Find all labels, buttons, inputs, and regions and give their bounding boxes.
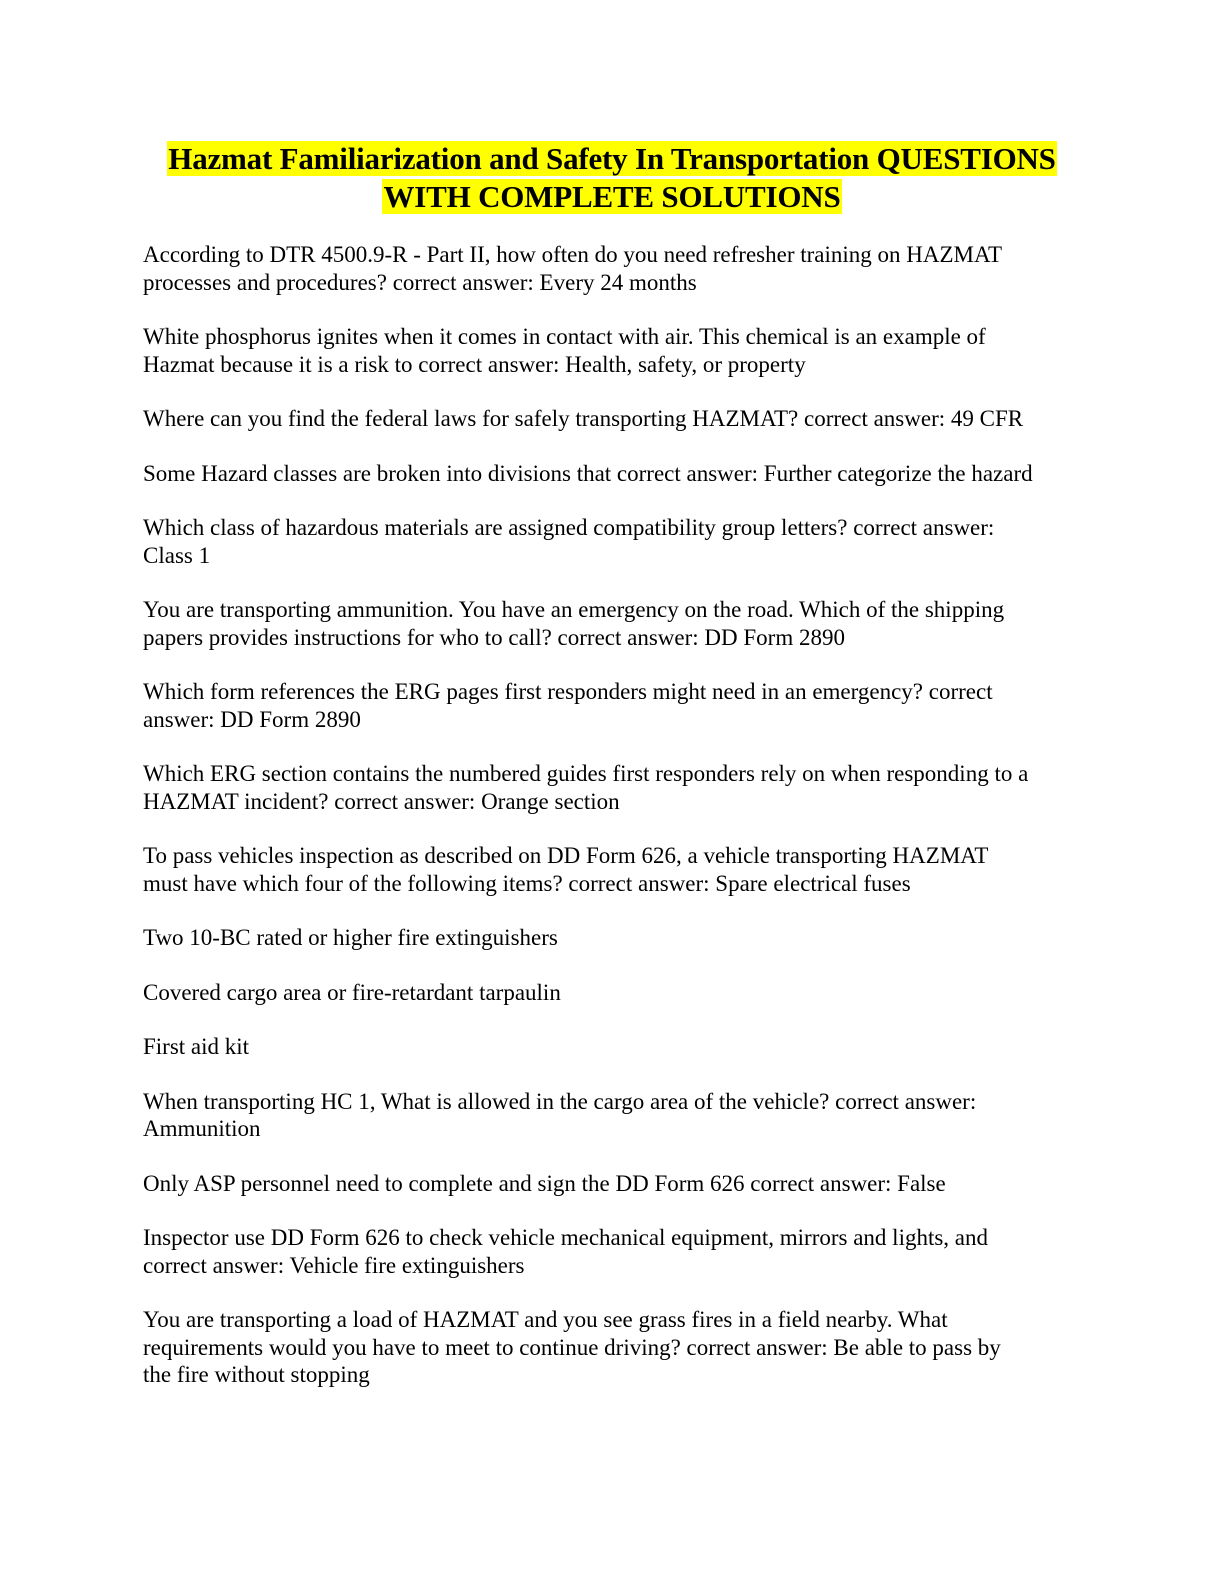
- paragraph-line: the fire without stopping: [143, 1362, 370, 1387]
- paragraph-line: Some Hazard classes are broken into divisions that correct answer: Further categorize the hazard: [143, 460, 1033, 486]
- paragraph-line: White phosphorus ignites when it comes in contact with air. This chemical is an example of: [143, 324, 986, 349]
- title-line-1: [120, 140, 1104, 178]
- paragraph-line: Ammunition: [143, 1116, 261, 1141]
- paragraph-line: Inspector use DD Form 626 to check vehicle mechanical equipment, mirrors and lights, and: [143, 1225, 989, 1250]
- qa-paragraph: [143, 241, 1083, 296]
- document-body: [143, 241, 1083, 1389]
- qa-paragraph: [143, 405, 1083, 433]
- paragraph-line: must have which four of the following items? correct answer: Spare electrical fuses: [143, 870, 911, 896]
- paragraph-line: Covered cargo area or fire-retardant tarpaulin: [143, 979, 561, 1005]
- document-title: [120, 140, 1104, 216]
- title-highlight: Hazmat Familiarization and Safety In Transportation QUESTIONS: [168, 141, 1056, 176]
- qa-paragraph: [143, 842, 1083, 897]
- paragraph-line: Two 10-BC rated or higher fire extinguishers: [143, 925, 558, 950]
- paragraph-line: You are transporting ammunition. You have an emergency on the road. Which of the shipping: [143, 597, 1005, 622]
- qa-paragraph: [143, 1224, 1083, 1279]
- paragraph-line: correct answer: Vehicle fire extinguishers: [143, 1252, 525, 1278]
- paragraph-line: HAZMAT incident? correct answer: Orange section: [143, 788, 620, 814]
- paragraph-line: processes and procedures? correct answer: Every 24 months: [143, 269, 697, 295]
- qa-paragraph: [143, 514, 1083, 569]
- qa-paragraph: [143, 1033, 1083, 1061]
- paragraph-line: Which form references the ERG pages first responders might need in an emergency? correct: [143, 679, 993, 704]
- title-line-2: [120, 178, 1104, 216]
- paragraph-line: According to DTR 4500.9-R - Part II, how often do you need refresher training on HAZMAT: [143, 242, 1003, 267]
- qa-paragraph: [143, 1088, 1083, 1143]
- paragraph-line: Hazmat because it is a risk to correct answer: Health, safety, or property: [143, 351, 806, 377]
- paragraph-line: First aid kit: [143, 1034, 250, 1059]
- paragraph-line: To pass vehicles inspection as described on DD Form 626, a vehicle transporting HAZMAT: [143, 843, 989, 868]
- paragraph-line: papers provides instructions for who to call? correct answer: DD Form 2890: [143, 624, 845, 650]
- paragraph-line: answer: DD Form 2890: [143, 706, 361, 732]
- paragraph-line: Class 1: [143, 542, 211, 568]
- paragraph-line: requirements would you have to meet to continue driving? correct answer: Be able to pass by: [143, 1334, 1001, 1360]
- qa-paragraph: [143, 1170, 1083, 1198]
- title-highlight: WITH COMPLETE SOLUTIONS: [383, 179, 841, 214]
- paragraph-line: When transporting HC 1, What is allowed in the cargo area of the vehicle? correct answer:: [143, 1088, 977, 1114]
- paragraph-line: Where can you find the federal laws for safely transporting HAZMAT? correct answer: 49 CFR: [143, 406, 1024, 431]
- qa-paragraph: [143, 760, 1083, 815]
- qa-paragraph: [143, 1306, 1083, 1389]
- paragraph-line: Only ASP personnel need to complete and sign the DD Form 626 correct answer: False: [143, 1170, 946, 1196]
- qa-paragraph: [143, 924, 1083, 952]
- qa-paragraph: [143, 323, 1083, 378]
- paragraph-line: Which ERG section contains the numbered guides first responders rely on when responding to a: [143, 761, 1029, 786]
- paragraph-line: Which class of hazardous materials are assigned compatibility group letters? correct answer:: [143, 515, 995, 540]
- qa-paragraph: [143, 460, 1083, 488]
- qa-paragraph: [143, 979, 1083, 1007]
- qa-paragraph: [143, 596, 1083, 651]
- paragraph-line: You are transporting a load of HAZMAT and you see grass fires in a field nearby. What: [143, 1307, 948, 1332]
- qa-paragraph: [143, 678, 1083, 733]
